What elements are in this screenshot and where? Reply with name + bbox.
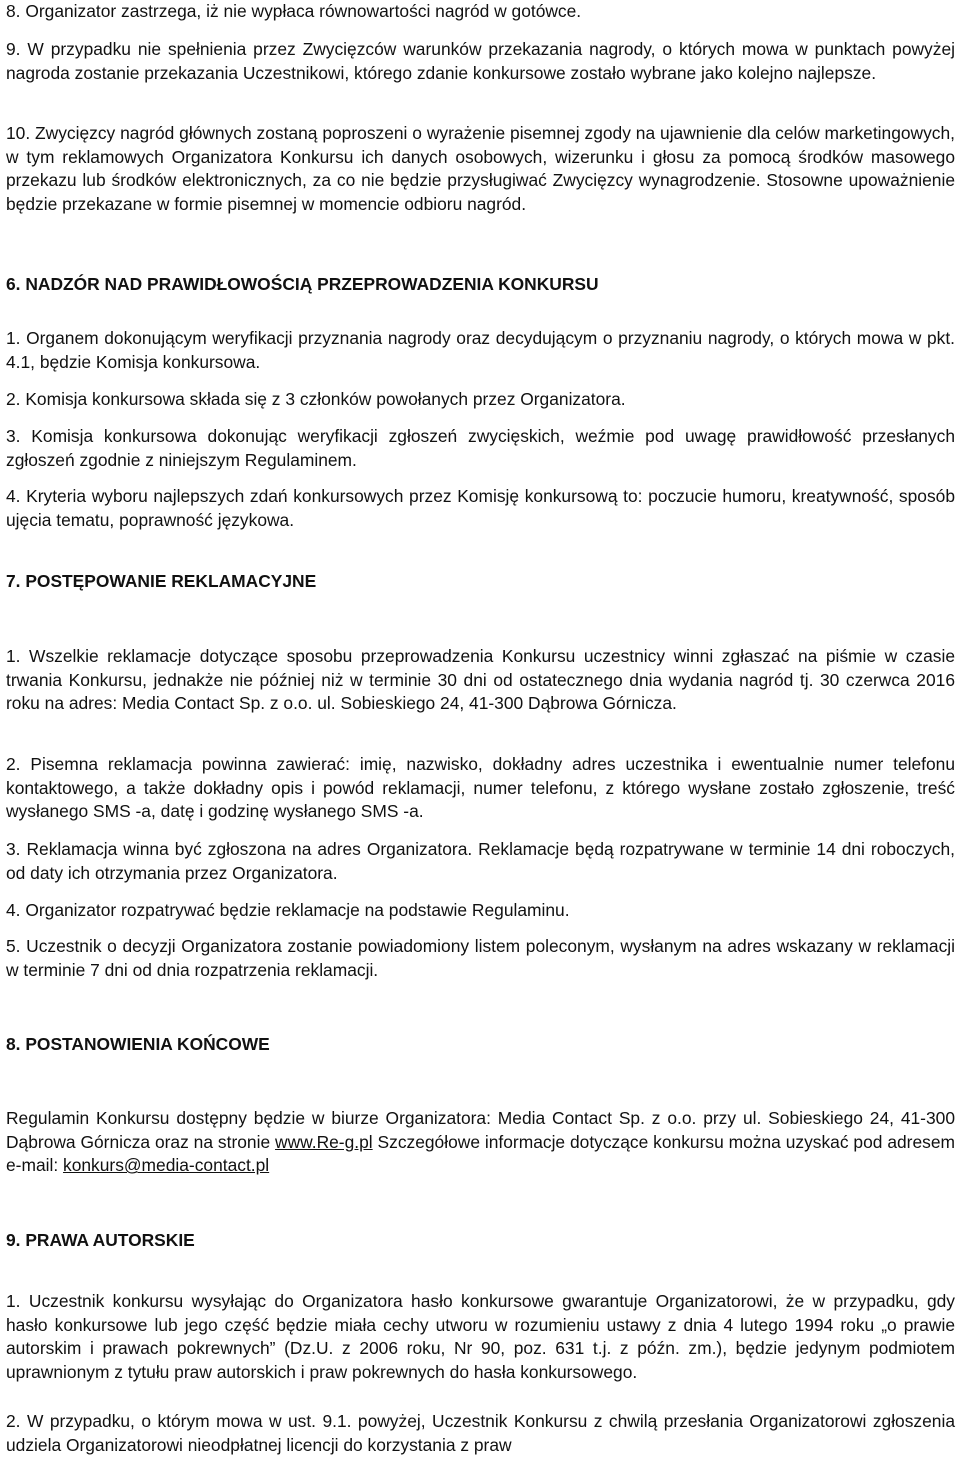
section-7-item-1: 1. Wszelkie reklamacje dotyczące sposobu przeprowadzenia Konkursu uczestnicy winni zgłaszać na piśmie w czasie trwania Konkursu, jednakże nie później niż w terminie 30 dni od ostatecznego dnia wydania nagród tj. 30 czerwca 2016 roku na adres: Media Contact Sp. z o.o. ul. Sobieskiego 24, 41-300 Dąbrowa Górnicza. bbox=[6, 646, 955, 714]
section-7-item-5: 5. Uczestnik o decyzji Organizatora zostanie powiadomiony listem poleconym, wysłanym na adres wskazany w reklamacji w terminie 7 dni od dnia rozpatrzenia reklamacji. bbox=[6, 936, 955, 980]
section-8-text-part-1: Regulamin Konkursu dostępny będzie w biurze Organizatora: Media Contact Sp. z o.o. przy ul. Sobieskiego 24, 41-300 Dąbrowa Górnicza oraz na stronie bbox=[6, 1108, 955, 1152]
section-8-text-part-2: Szczegółowe informacje dotyczące konkursu można uzyskać pod adresem e-mail: bbox=[6, 1131, 956, 1176]
section-9-item-1: 1. Uczestnik konkursu wysyłając do Organizatora hasło konkursowe gwarantuje Organizatorowi, że w przypadku, gdy hasło konkursowe lub jego część będzie miała cechy utworu w rozumieniu ustawy z dnia 4 lutego 1994 roku „o prawie autorskim i prawach pokrewnych” (Dz.U. z 2006 roku, Nr 90, poz. 631 t.j. z późn. zm.), będzie jedynym podmiotem uprawnionym z tytułu praw autorskich i praw pokrewnych do hasła konkursowego. bbox=[6, 1291, 955, 1382]
section-9-item-2: 2. W przypadku, o którym mowa w ust. 9.1. powyżej, Uczestnik Konkursu z chwilą przesłania Organizatorowi zgłoszenia udziela Organizatorowi nieodpłatnej licencji do korzystania z praw bbox=[6, 1411, 955, 1455]
section-7-title: 7. POSTĘPOWANIE REKLAMACYJNE bbox=[6, 571, 317, 591]
website-link[interactable]: www.Re-g.pl bbox=[275, 1131, 373, 1152]
section-6-title: 6. NADZÓR NAD PRAWIDŁOWOŚCIĄ PRZEPROWADZENIA KONKURSU bbox=[6, 274, 599, 294]
section-8-title: 8. POSTANOWIENIA KOŃCOWE bbox=[6, 1034, 270, 1054]
paragraph-10: 10. Zwycięzcy nagród głównych zostaną poproszeni o wyrażenie pisemnej zgody na ujawnienie dla celów marketingowych, w tym reklamowych Organizatora Konkursu ich danych osobowych, wizerunku i głosu za pomocą środków masowego przekazu lub środków elektronicznych, za co nie będzie przysługiwać Zwycięzcy wynagrodzenie. Stosowne upoważnienie będzie przekazane w formie pisemnej w momencie odbioru nagród. bbox=[6, 123, 955, 214]
section-7-item-4: 4. Organizator rozpatrywać będzie reklamacje na podstawie Regulaminu. bbox=[6, 900, 570, 920]
section-7-item-3: 3. Reklamacja winna być zgłoszona na adres Organizatora. Reklamacje będą rozpatrywane w terminie 14 dni roboczych, od daty ich otrzymania przez Organizatora. bbox=[6, 839, 955, 883]
email-link[interactable]: konkurs@media-contact.pl bbox=[63, 1155, 270, 1176]
section-6-item-3: 3. Komisja konkursowa dokonując weryfikacji zgłoszeń zwycięskich, weźmie pod uwagę prawidłowość przesłanych zgłoszeń zgodnie z niniejszym Regulaminem. bbox=[6, 426, 955, 470]
section-7-item-2: 2. Pisemna reklamacja powinna zawierać: imię, nazwisko, dokładny adres uczestnika i ewentualnie numer telefonu kontaktowego, a także dokładny opis i powód reklamacji, numer telefonu, z którego wysłane zostało zgłoszenie, treść wysłanego SMS -a, datę i godzinę wysłanego SMS -a. bbox=[6, 754, 955, 822]
paragraph-9: 9. W przypadku nie spełnienia przez Zwycięzców warunków przekazania nagrody, o których mowa w punktach powyżej nagroda zostanie przekazania Uczestnikowi, którego zdanie konkursowe zostało wybrane jako kolejno najlepsze. bbox=[6, 39, 955, 83]
paragraph-8: 8. Organizator zastrzega, iż nie wypłaca równowartości nagród w gotówce. bbox=[6, 1, 582, 21]
section-9-title: 9. PRAWA AUTORSKIE bbox=[6, 1230, 195, 1250]
section-8-text bbox=[6, 1107, 955, 1178]
section-6-item-4: 4. Kryteria wyboru najlepszych zdań konkursowych przez Komisję konkursową to: poczucie humoru, kreatywność, sposób ujęcia tematu, poprawność językowa. bbox=[6, 486, 955, 530]
section-6-item-2: 2. Komisja konkursowa składa się z 3 członków powołanych przez Organizatora. bbox=[6, 389, 626, 409]
section-6-item-1: 1. Organem dokonującym weryfikacji przyznania nagrody oraz decydującym o przyznaniu nagrody, o których mowa w pkt. 4.1, będzie Komisja konkursowa. bbox=[6, 328, 955, 372]
